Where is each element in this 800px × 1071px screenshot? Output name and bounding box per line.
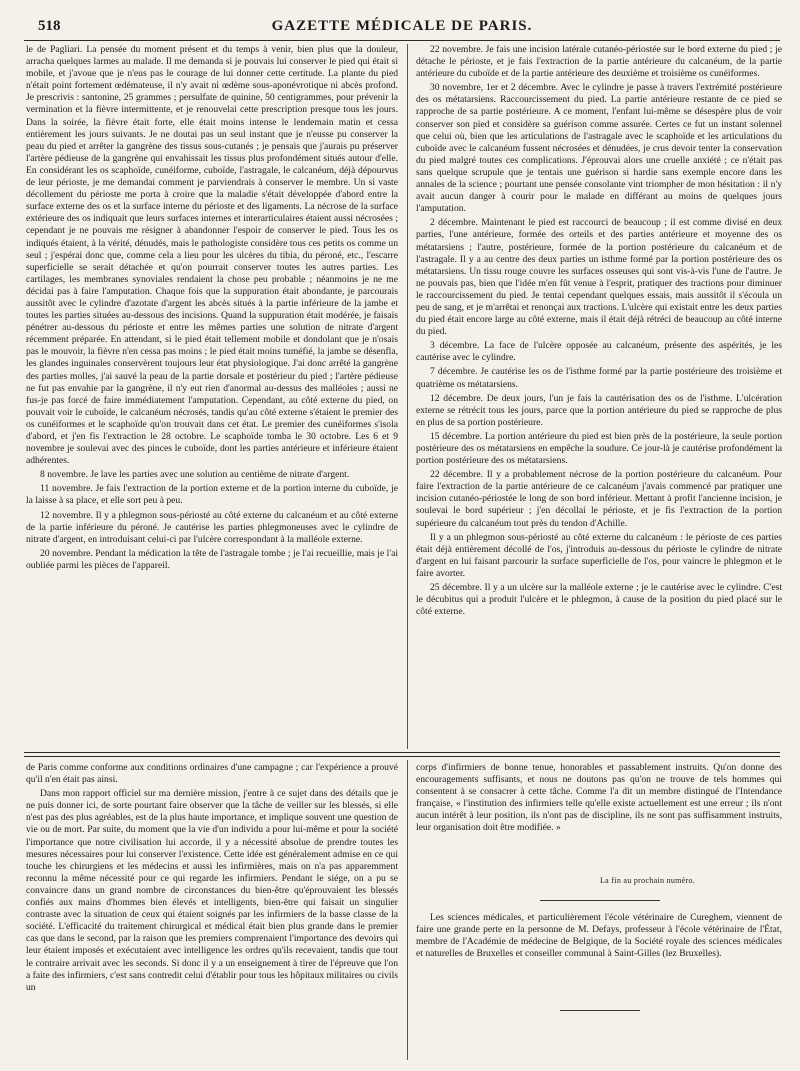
paragraph: Dans mon rapport officiel sur ma dernière mission, j'entre à ce sujet dans des détails que je ne puis donner ici, de sorte pourtant faire observer que la tâche de veiller sur les blessés, si elle n'est pas des plus agréables, est de la plus haute importance, et implique souvent une question de vie ou de mort. Par suite, du moment que la vie d'un individu a pour lui-même et pour la société l'importance que notre civilisation lui accorde, il y a nécessité absolue de prendre toutes les mesures nécessaires pour lui conserver l'existence. Cette idée est généralement admise en ce qui touche les chirurgiens et les médecins et aussi les infirmières, mais on n'a pas apparemment reconnu la même nécessité pour ce qui regarde les infirmiers. Pendant le siége, on a pu se convaincre dans un grand nombre de circonstances du bien-être qu'éprouvaient les blessés confiés aux mains d'hommes bien élevés et intelligents, bien-être qui faisait un singulier contraste avec la situation de ceux qui étaient soignés par les infirmiers de la basse classe de la société. L'efficacité du traitement chirurgical et médical était bien plus grande dans le premier cas que dans le second, par la raison que les premiers comprenaient l'importance des devoirs qui leur étaient imposés et exécutaient avec intelligence les ordres qu'ils recevaient, tandis que tout le contraire arrivait avec les seconds. Si donc il y a un enseignement à tirer de l'épreuve que l'on a faite des infirmiers, c'est sans contredit celui d'établir pour tous les hôpitaux militaires ou civils un (26, 788, 398, 993)
separator-rule (560, 1010, 640, 1011)
continuation-note: La fin au prochain numéro. (600, 876, 696, 885)
paragraph: 15 décembre. La portion antérieure du pied est bien près de la postérieure, la seule portion postérieure des os métatarsiens en empêche la soudure. Ce jour-là je cautérise profondément la portion postérieure des os métatarsiens. (416, 430, 782, 467)
paragraph: 20 novembre. Pendant la médication la tête de l'astragale tombe ; je l'ai recueillie, mais je l'ai oubliée parmi les pièces de l'appareil. (26, 547, 398, 571)
paragraph: de Paris comme conforme aux conditions ordinaires d'une campagne ; car l'expérience a prouvé qu'il n'en était pas ainsi. (26, 762, 398, 786)
paragraph: 2 décembre. Maintenant le pied est raccourci de beaucoup ; il est comme divisé en deux parties, l'une antérieure, formée des orteils et des parties antérieure et moyenne des os métatarsiens ; l'autre, postérieure, formée de la portion postérieure du calcanéum et de l'astragale. Il y a au centre des deux parties un isthme formé par la portion postérieure des os métatarsiens. Un tissu rouge couvre les surfaces osseuses qui sont vis-à-vis l'une de l'autre. Je ne pouvais pas, bien que l'idée m'en fût venue à l'esprit, pratiquer des tractions pour diminuer le raccourcissement du pied. Je tentai cependant quelques essais, mais aussitôt il s'écoula un peu de sang, et je m'arrêtai et renonçai aux tractions. L'ulcère qui existait entre les deux parties du pied était encore large au côté externe, mais il était déjà rétréci de beaucoup au côté interne du pied. (416, 217, 782, 338)
lower-right-column (416, 762, 782, 872)
paragraph: Les sciences médicales, et particulièrement l'école vétérinaire de Cureghem, viennent de faire une grande perte en la personne de M. Defays, professeur à l'école vétérinaire de l'État, membre de l'Académie de médecine de Belgique, de la Société royale des sciences médicales et naturelles de Bruxelles et conseiller communal à Saint-Gilles (lez Bruxelles). (416, 912, 782, 960)
paragraph: 22 novembre. Je fais une incision latérale cutanéo-périostée sur le bord externe du pied ; je détache le périoste, et je fais l'extraction de la partie antérieure du calcanéum, de la partie antérieure du cuboïde et de la partie antérieure des deuxième et troisième os cunéiformes. (416, 44, 782, 80)
paragraph: 25 décembre. Il y a un ulcère sur la malléole externe ; je le cautérise avec le cylindre. C'est le décubitus qui a produit l'ulcère et le phlegmon, à cause de la position du pied placé sur le côté externe. (416, 582, 782, 618)
paragraph: corps d'infirmiers de bonne tenue, honorables et passablement instruits. Qu'on donne des encouragements suffisants, et nous ne doutons pas qu'on ne trouve de tels hommes qui consentent à se consacrer à cette tâche. Comme l'a dit un membre distingué de l'Intendance française, « l'institution des infirmiers telle qu'elle existe actuellement est une erreur ; ils n'ont aucun intérêt à leur position, ils n'ont pas de discipline, ils ne sont pas suffisamment instruits, leur organisation doit être modifiée. » (416, 762, 782, 834)
paragraph: 8 novembre. Je lave les parties avec une solution au centième de nitrate d'argent. (40, 469, 350, 481)
column-divider (407, 44, 408, 749)
lower-left-column (26, 762, 398, 1062)
upper-left-column (26, 44, 398, 734)
paragraph: 30 novembre, 1er et 2 décembre. Avec le cylindre je passe à travers l'extrémité postérieure des os métatarsiens. Raccourcissement du pied. La partie antérieure restante de ce pied se rapproche de sa partie postérieure. A ce moment, l'enfant lui-même se désespère plus de voir conserver son pied et considère sa guérison comme assurée. Certes ce fut un instant solennel que celui où, bien que les articulations de l'astragale avec le scaphoïde et les articulations du cuboïde avec le calcanéum fussent nécrosées et dénudées, je crus devoir tenter la conservation du pied malgré toutes ces complications. J'éprouvai alors une cruelle anxiété ; ce n'était pas sans quelque scrupule que je tentais une guérison si hardie sans exemple encore dans les annales de la science ; pourtant une pensée consolante vint triompher de mon hésitation : il n'y avait aucun danger à courir pour le malade en différant au moins de quelques jours l'amputation. (416, 82, 782, 215)
paragraph: 3 décembre. La face de l'ulcère opposée au calcanéum, présente des aspérités, je les cautérise avec le cylindre. (416, 340, 782, 364)
paragraph: le de Pagliari. La pensée du moment présent et du temps à venir, bien plus que la douleur, arracha quelques larmes au malade. Il me demanda si je pouvais lui conserver le pied qui était si mobile, et j'avoue que je n'eus pas le courage de lui donner cette certitude. La plante du pied n'était point fortement œdémateuse, il n'y avait ni œdème sous-aponévrotique ni abcès profond. Je prescrivis : santonine, 25 grammes ; persulfate de quinine, 50 centigrammes, pour prévenir la vermination et la fièvre intermittente, et je renouvelai cette prescription presque tous les jours. Dans la soirée, la fièvre était forte, elle était moins intense le lendemain matin et cessa entièrement les jours suivants. Je ne doutai pas un seul instant que je n'eusse pu conserver la peau du pied et arrêter la gangrène des tissus sous-cutanés ; je pensais que j'aurais pu préserver l'artère pédieuse de la gangrène qui envahissait les tissus plus profondément situés autour d'elle. En considérant les os scaphoïde, cunéiforme, cuboïde, l'astragale, le calcanéum, déjà dépourvus de leur périoste, je me demandai comment je parviendrais à conserver le membre. Un si vaste décollement du périoste me porta à croire que la maladie s'était développée d'abord entre la surface externe des os et la surface interne du périoste et des ligaments. La nécrose de la surface extérieure des os indiquait que leurs surfaces internes et interarticulaires étaient aussi nécrosées ; cependant je ne pouvais me résigner à abandonner l'espoir de conserver le pied. Tous les os indiqués étaient, à la vérité, dénudés, mais le pathologiste considère tous ces petits os comme un seul ; j'espérai donc que, comme cela a lieu pour les ulcères du tibia, du péroné, etc., l'escarre superficielle se serait détachée et qu'on pourrait conserver toutes les autres parties. Les cartilages, les membranes synoviales rendaient la chose peu probable ; néanmoins je ne me décidai pas à faire l'amputation. Chaque fois que la suppuration était abondante, je parcourais aussitôt avec le cylindre d'azotate d'argent les abcès situés à la partie inférieure de la jambe et toutes les parties situées au-dessous des incisions. Quand la suppuration était modérée, je faisais pénétrer au-dessous du périoste et entre les mêmes parties une solution de nitrate d'argent récemment préparée. En attendant, si le pied était tellement mobile et dondolant que je n'osais pas le mouvoir, la fièvre n'en cessa pas moins ; le pied était moins tuméfié, la jambe se désenfla, les glandes inguinales conservèrent toujours leur état physiologique. J'ai donc arrêté la gangrène des parties molles, j'ai sauvé la peau de la partie dorsale et postérieur du pied ; l'artère pédieuse ne fut pas envahie par la gangrène, il n'y eut rien d'anormal au-dessus des malléoles ; aussi ne fus-je pas forcé de faire immédiatement l'amputation. Cependant, au côté externe du pied, on pouvait voir le cuboïde, le calcanéum nécrosés, tandis qu'au côté externe s'étaient le premier des os cunéiformes et le scaphoïde qu'on trouvait dans cet état. Le premier des cunéiformes s'isola d'abord, et j'en fis l'extraction le 28 octobre. Le scaphoïde tomba le 30 octobre. Les 6 et 9 novembre je soulevai avec des pinces le cuboïde, dont les parties antérieure et inférieure étaient adhérentes. (26, 44, 398, 467)
paragraph: Il y a un phlegmon sous-périosté au côté externe du calcanéum : le périoste de ces parties était déjà entièrement décollé de l'os, j'introduis au-dessous du périoste le cylindre de nitrate d'argent en lui faisant parcourir la surface superficielle de l'os, pour vaincre le phlegmon et le faire avorter. (416, 531, 782, 579)
upper-right-column (416, 44, 782, 744)
page-number: 518 (38, 18, 61, 34)
paragraph: 22 décembre. Il y a probablement nécrose de la portion postérieure du calcanéum. Pour faire l'extraction de la partie antérieure de ce calcanéum j'avais commencé par pratiquer une incision cutanéo-périostée le long de son bord inférieur. Mettant à profit l'ancienne incision, je soulevai le bord supérieur ; j'en décollai le périoste, et je fis l'extraction de la portion supérieure du calcanéum tout près du tendon d'Achille. (416, 469, 782, 529)
journal-title: GAZETTE MÉDICALE DE PARIS. (271, 18, 533, 34)
page-header (24, 14, 780, 41)
paragraph: 11 novembre. Je fais l'extraction de la portion externe et de la portion interne du cuboïde, je la laisse à sa place, et elle sort peu à peu. (26, 483, 398, 507)
news-item (416, 912, 782, 992)
paragraph: 12 décembre. De deux jours, l'un je fais la cautérisation des os de l'isthme. L'ulcération externe se rétrécit tous les jours, parce que la portion antérieure du pied se rapproche de plus en plus de sa portion postérieure. (416, 392, 782, 428)
separator-rule (540, 900, 660, 901)
paragraph: 7 décembre. Je cautérise les os de l'isthme formé par la partie postérieure des troisième et quatrième os métatarsiens. (416, 366, 782, 390)
paragraph: 12 novembre. Il y a phlegmon sous-périosté au côté externe du calcanéum et au côté externe de la partie inférieure du péroné. Je cautérise les parties phlegmoneuses avec le cylindre de nitrate d'argent, en introduisant celui-ci par l'ulcère correspondant à la malléole externe. (26, 509, 398, 545)
column-divider (407, 760, 408, 1060)
section-divider (24, 752, 780, 757)
